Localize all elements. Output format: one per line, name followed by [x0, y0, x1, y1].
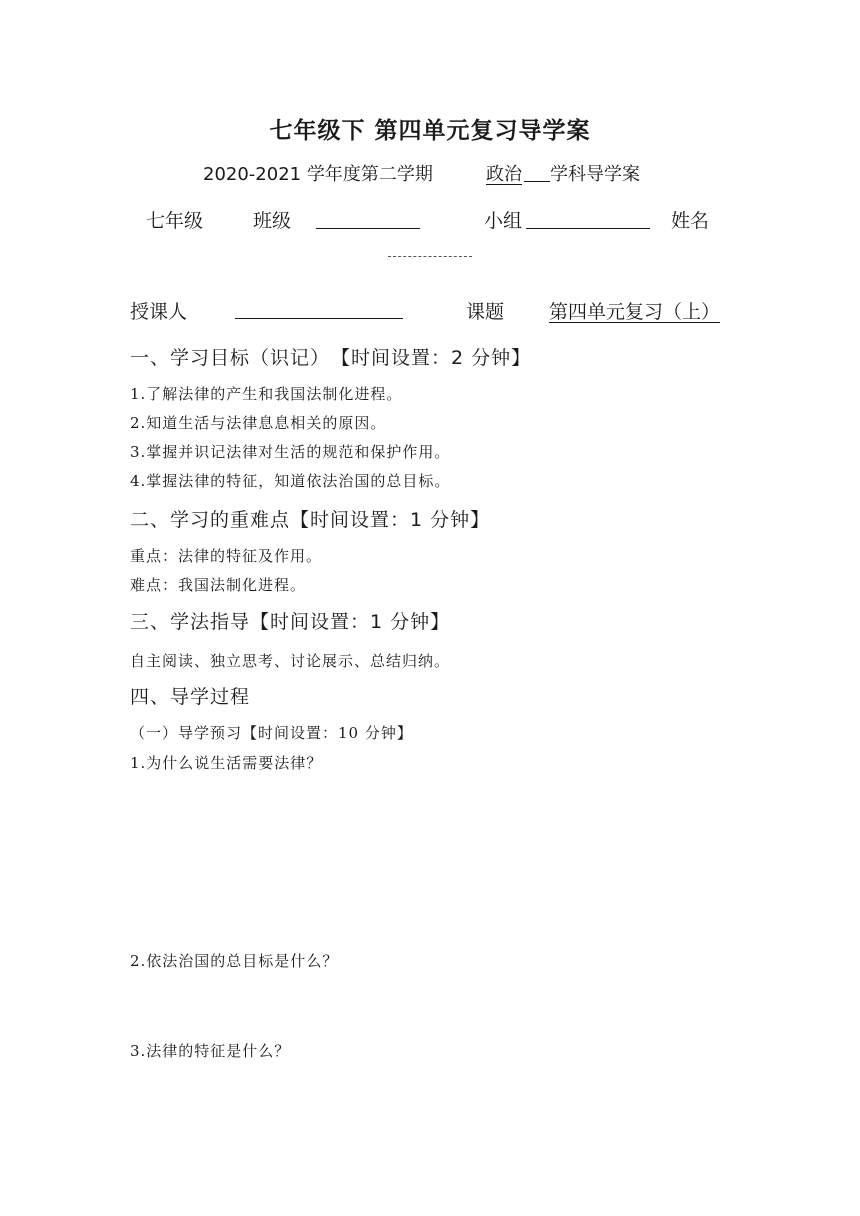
preview-subheading: （一）导学预习【时间设置：10 分钟】 [130, 724, 413, 742]
grade-label: 七年级 [146, 210, 204, 232]
topic-label: 课题 [466, 301, 505, 323]
section-4-heading: 四、导学过程 [130, 686, 251, 708]
topic-value: 第四单元复习（上） [549, 301, 721, 323]
teacher-field[interactable] [235, 300, 403, 319]
name-field[interactable] [388, 256, 472, 257]
subject-suffix: 学科导学案 [550, 164, 640, 185]
question-item: 2.依法治国的总目标是什么？ [130, 952, 339, 970]
class-field[interactable] [316, 210, 420, 229]
question-item: 1.为什么说生活需要法律？ [130, 754, 323, 772]
goal-item: 2.知道生活与法律息息相关的原因。 [130, 414, 387, 432]
section-2-heading: 二、学习的重难点【时间设置：1 分钟】 [130, 509, 491, 531]
section-3-heading: 三、学法指导【时间设置：1 分钟】 [130, 611, 451, 633]
group-label: 小组 [484, 210, 523, 232]
subject-underline [524, 163, 550, 182]
difficult-point: 难点：我国法制化进程。 [130, 576, 307, 594]
group-field[interactable] [526, 210, 650, 229]
goal-item: 4.掌握法律的特征，知道依法治国的总目标。 [130, 472, 451, 490]
goal-item: 1.了解法律的产生和我国法制化进程。 [130, 385, 403, 403]
class-label: 班级 [253, 210, 292, 232]
section-1-heading: 一、学习目标（识记） 【时间设置：2 分钟】 [130, 347, 532, 369]
question-item: 3.法律的特征是什么？ [130, 1042, 291, 1060]
key-point: 重点：法律的特征及作用。 [130, 547, 323, 565]
goal-item: 3.掌握并识记法律对生活的规范和保护作用。 [130, 443, 451, 461]
subject-name: 政治 [486, 164, 522, 185]
teacher-label: 授课人 [130, 301, 188, 323]
method-text: 自主阅读、独立思考、讨论展示、总结归纳。 [130, 652, 451, 670]
name-label: 姓名 [671, 210, 710, 232]
term-label: 2020-2021 学年度第二学期 [203, 164, 433, 185]
document-title: 七年级下 第四单元复习导学案 [269, 118, 591, 144]
